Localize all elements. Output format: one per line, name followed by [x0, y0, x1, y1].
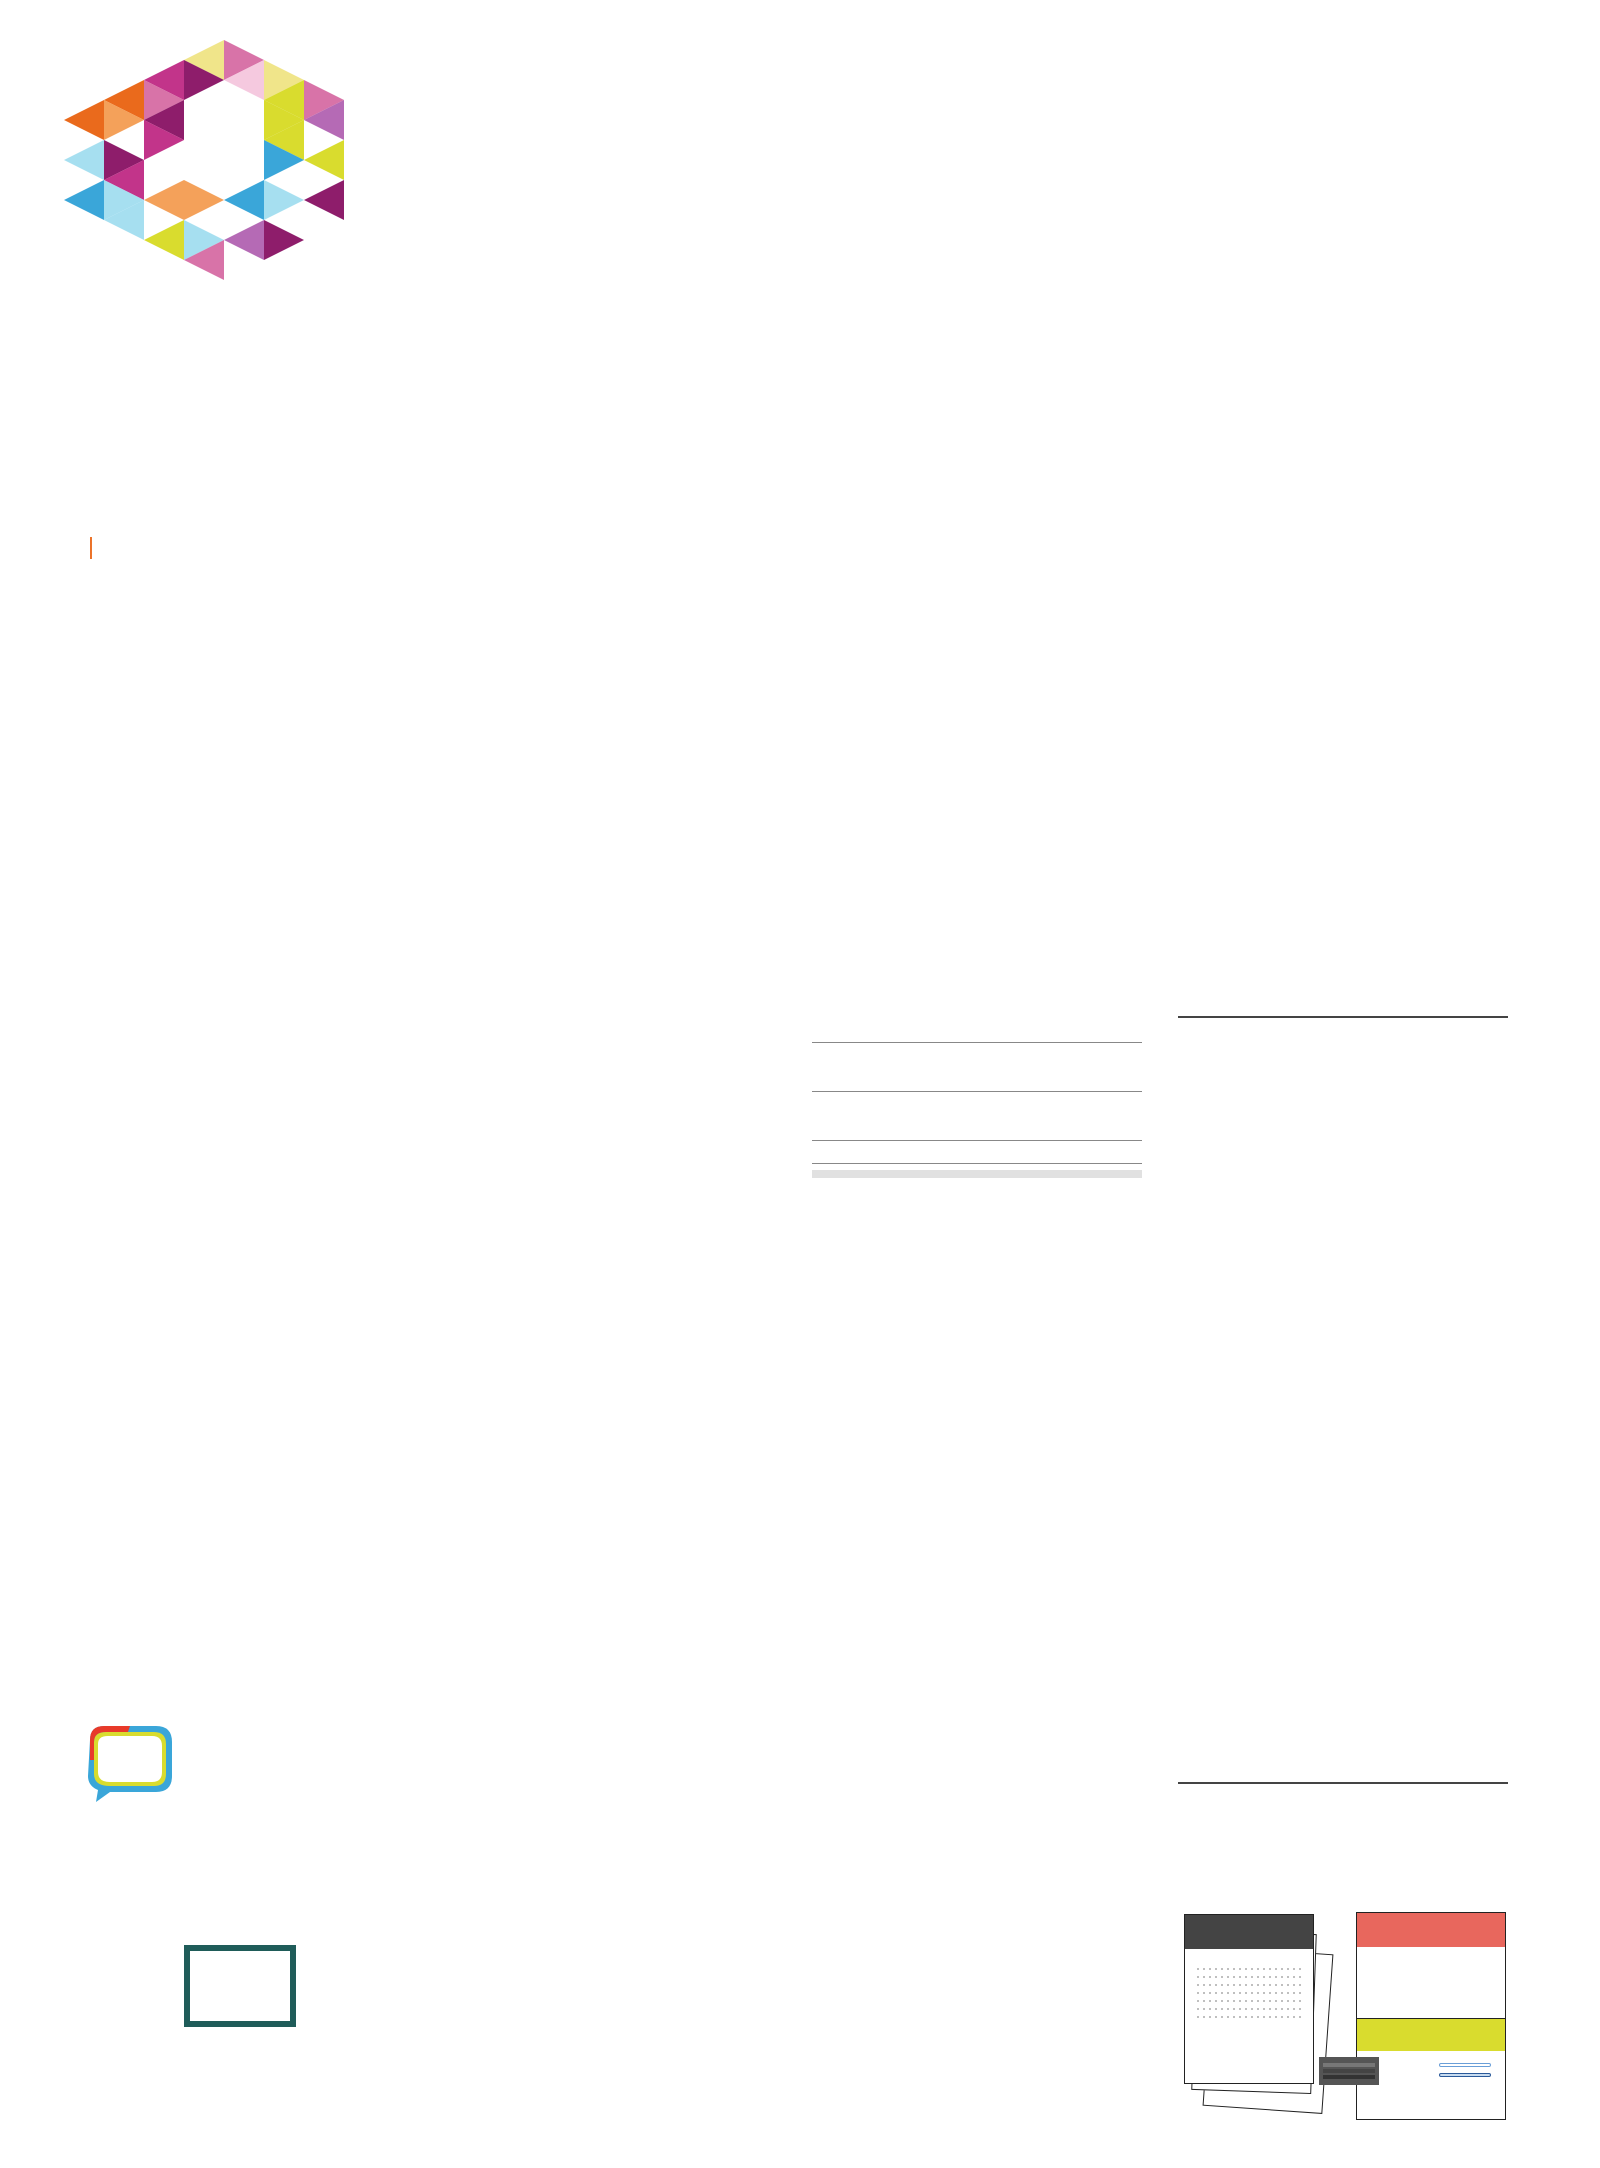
intention-heading — [812, 1042, 1142, 1049]
interactivity-card-title — [1357, 1913, 1505, 1947]
column-taxonomy — [812, 1002, 1142, 1178]
medium-heading — [812, 1163, 1142, 1170]
medium-note — [812, 1170, 1142, 1178]
main-findings-text — [812, 1002, 1142, 1016]
column-related-work — [440, 1000, 760, 1012]
state-inactive — [1323, 2075, 1375, 2079]
interactivity-card — [1356, 1912, 1506, 2024]
medium-card-title — [1185, 1915, 1313, 1949]
state-examples-right — [1439, 2061, 1491, 2083]
column-card-deck — [1178, 1002, 1506, 1030]
divider — [1178, 1782, 1508, 1784]
logo-location: | — [88, 533, 95, 559]
state-hover — [1323, 2063, 1375, 2067]
iasdr-logo-graphic — [64, 40, 364, 290]
interactivity-card-text — [1357, 1947, 1505, 1959]
medium-card — [1184, 1914, 1314, 2084]
state-hover-btn — [1439, 2063, 1491, 2067]
use2-block — [1178, 1782, 1508, 1796]
divider — [1178, 1016, 1508, 1018]
appearance-card-title — [1357, 2019, 1505, 2051]
mi-logo-icon — [80, 1720, 180, 1804]
tu-chemnitz-building-icon — [184, 1945, 296, 2027]
appearance-card — [1356, 2018, 1506, 2120]
state-clicked — [1323, 2069, 1375, 2073]
state-clicked-btn — [1439, 2073, 1491, 2077]
body-heading — [812, 1091, 1142, 1098]
state-examples-left — [1319, 2057, 1379, 2085]
flipside-illustration — [1180, 1900, 1510, 2160]
material-heading — [812, 1140, 1142, 1147]
medium-card-dots — [1195, 1965, 1303, 2021]
